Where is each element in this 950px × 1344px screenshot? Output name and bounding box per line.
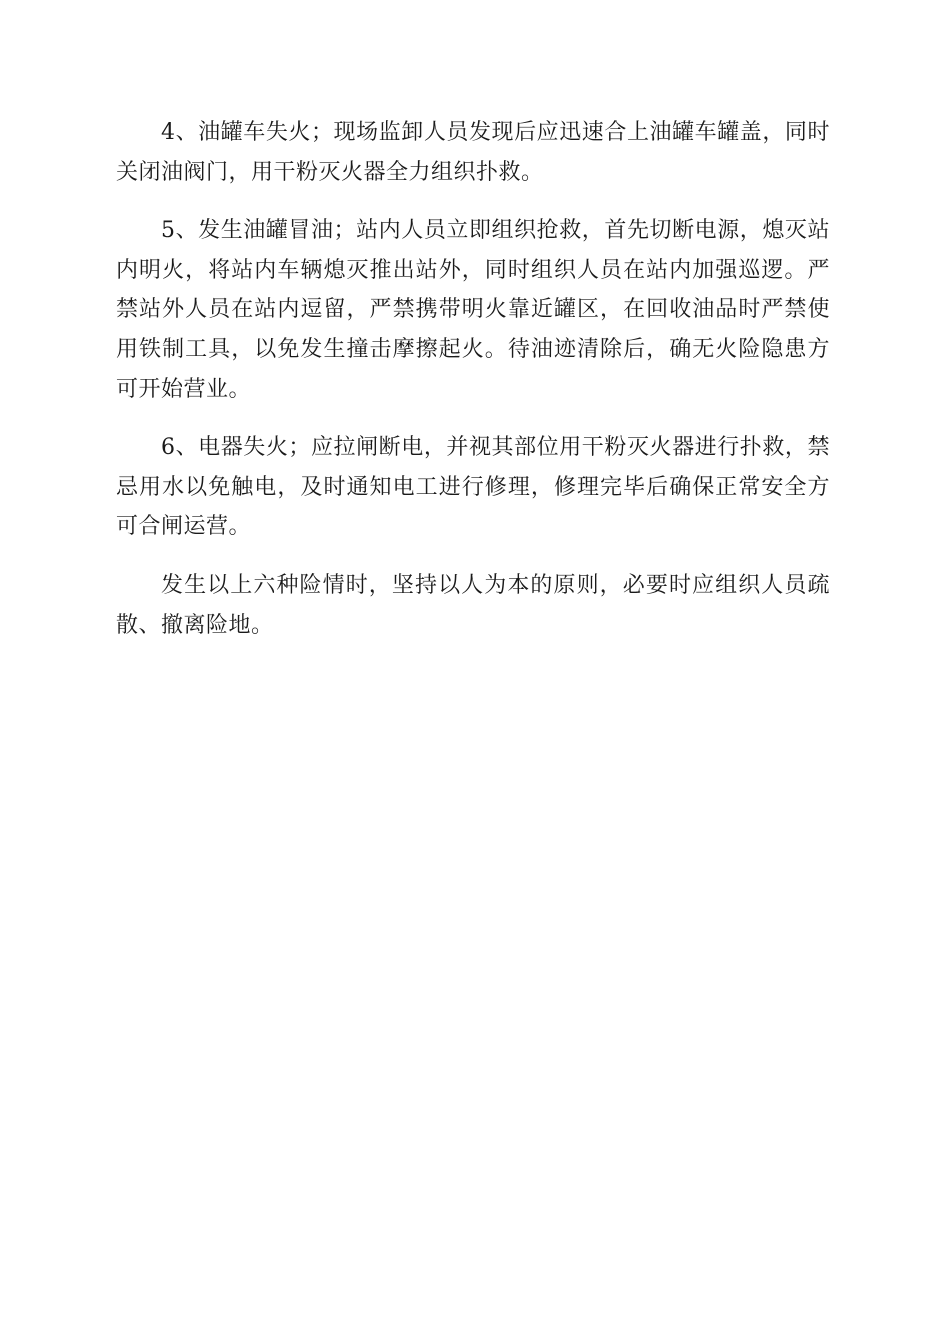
paragraph-oil-tanker-fire: 4、油罐车失火；现场监卸人员发现后应迅速合上油罐车罐盖，同时关闭油阀门，用干粉灭火器全力组织扑救。 bbox=[116, 120, 830, 185]
paragraph-electrical-fire: 6、电器失火；应拉闸断电，并视其部位用干粉灭火器进行扑救，禁忌用水以免触电，及时通知电工进行修理，修理完毕后确保正常安全方可合闸运营。 bbox=[116, 435, 830, 540]
paragraph-tank-overflow: 5、发生油罐冒油；站内人员立即组织抢救，首先切断电源，熄灭站内明火，将站内车辆熄灭推出站外，同时组织人员在站内加强巡逻。严禁站外人员在站内逗留，严禁携带明火靠近罐区，在回收油品时严禁使用铁制工具，以免发生撞击摩擦起火。待油迹清除后，确无火险隐患方可开始营业。 bbox=[116, 218, 830, 402]
paragraph-evacuation-principle: 发生以上六种险情时，坚持以人为本的原则，必要时应组织人员疏散、撤离险地。 bbox=[116, 572, 830, 638]
document-body bbox=[116, 113, 830, 664]
